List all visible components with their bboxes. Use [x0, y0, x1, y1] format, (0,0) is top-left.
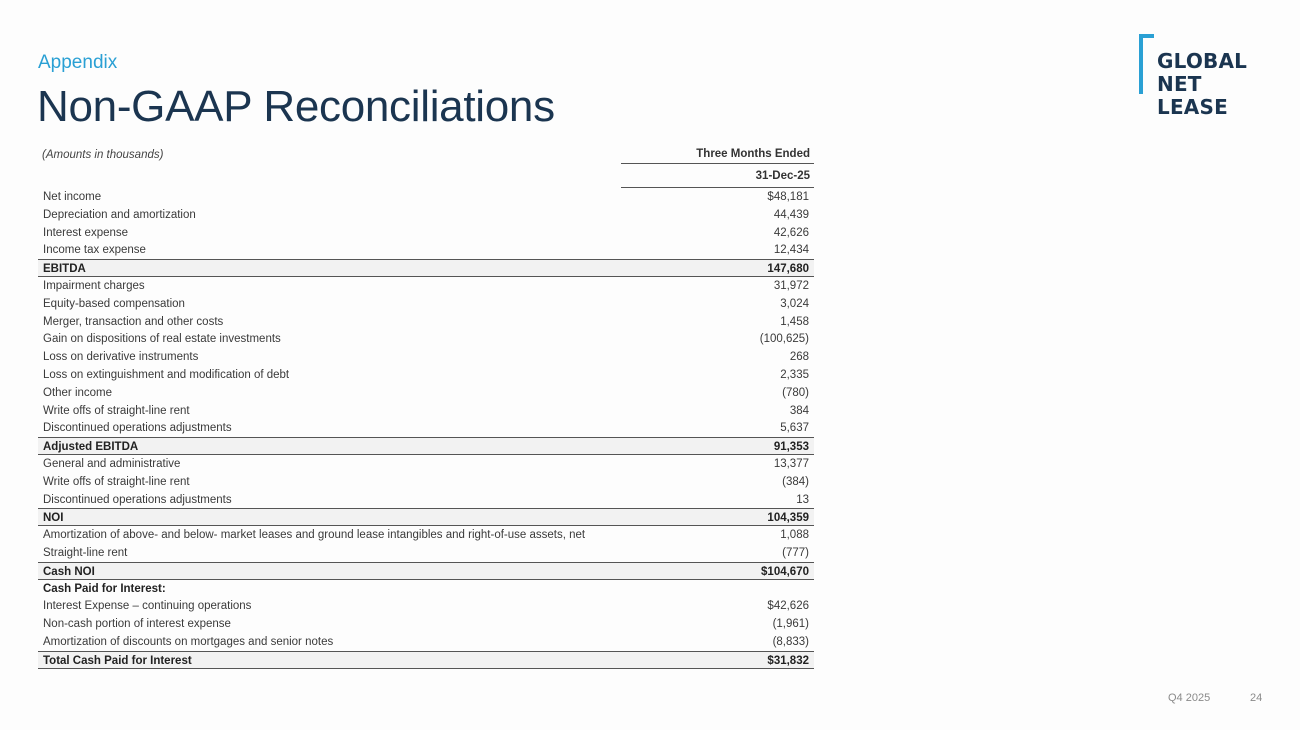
table-row — [38, 544, 814, 562]
row-label: Total Cash Paid for Interest — [43, 654, 192, 667]
row-value: $42,626 — [767, 600, 809, 613]
logo-accent-cap — [1139, 34, 1154, 38]
row-label: Discontinued operations adjustments — [43, 422, 232, 435]
row-label: Other income — [43, 386, 113, 399]
row-label: NOI — [43, 512, 64, 525]
table-row — [38, 455, 814, 473]
row-value: 2,335 — [780, 368, 809, 381]
row-label: Loss on derivative instruments — [43, 351, 199, 364]
row-value: (8,833) — [772, 635, 809, 648]
table-row — [38, 384, 814, 402]
row-label: Adjusted EBITDA — [43, 441, 139, 454]
row-label: General and administrative — [43, 457, 181, 470]
logo-line-1: GLOBAL — [1157, 49, 1248, 73]
row-label: Loss on extinguishment and modification of debt — [43, 368, 290, 381]
table-row — [38, 366, 814, 384]
table-row — [38, 473, 814, 491]
row-label: EBITDA — [43, 263, 86, 276]
row-value: 384 — [789, 404, 809, 417]
table-header — [38, 145, 814, 165]
page-number: 24 — [1250, 692, 1263, 704]
table-body — [38, 188, 814, 669]
table-row — [38, 277, 814, 295]
row-value: 91,353 — [773, 441, 809, 454]
row-label: Interest expense — [43, 226, 129, 239]
table-row — [38, 224, 814, 242]
row-label: Impairment charges — [43, 279, 145, 292]
table-row — [38, 402, 814, 420]
row-label: Straight-line rent — [43, 546, 128, 559]
row-value: 1,088 — [780, 529, 809, 542]
reconciliation-table — [38, 145, 814, 667]
row-label: Amortization of discounts on mortgages and senior notes — [43, 635, 334, 648]
row-value: 1,458 — [780, 315, 809, 328]
row-value: $31,832 — [767, 654, 809, 667]
row-value: 44,439 — [773, 208, 809, 221]
company-logo — [1139, 34, 1269, 124]
table-row — [38, 348, 814, 366]
table-row — [38, 526, 814, 544]
row-label: Cash NOI — [43, 565, 95, 578]
row-label: Depreciation and amortization — [43, 208, 196, 221]
logo-line-3: LEASE — [1157, 95, 1228, 119]
row-value: 3,024 — [780, 297, 809, 310]
logo-line-2: NET — [1157, 72, 1202, 96]
section-eyebrow: Appendix — [38, 52, 118, 73]
table-row — [38, 419, 814, 437]
row-value: 13 — [796, 493, 809, 506]
table-row — [38, 295, 814, 313]
logo-accent-bar — [1139, 34, 1143, 94]
row-label: Write offs of straight-line rent — [43, 475, 190, 488]
table-row — [38, 313, 814, 331]
row-label: Gain on dispositions of real estate investments — [43, 333, 281, 346]
header-rule-top — [621, 163, 814, 164]
row-label: Interest Expense – continuing operations — [43, 600, 252, 613]
row-value: 5,637 — [780, 422, 809, 435]
units-note: (Amounts in thousands) — [42, 149, 164, 161]
row-label: Merger, transaction and other costs — [43, 315, 224, 328]
table-total-row — [38, 259, 814, 277]
row-label: Equity-based compensation — [43, 297, 185, 310]
row-value: (777) — [782, 546, 809, 559]
row-label: Income tax expense — [43, 244, 146, 257]
table-total-row — [38, 508, 814, 526]
row-value: (1,961) — [772, 618, 809, 631]
table-row — [38, 633, 814, 651]
row-value: $48,181 — [767, 191, 809, 203]
row-value: 104,359 — [767, 512, 809, 525]
row-value: (100,625) — [759, 333, 809, 346]
footer-period: Q4 2025 — [1168, 692, 1211, 704]
row-value: 13,377 — [773, 457, 809, 470]
row-label: Discontinued operations adjustments — [43, 493, 232, 506]
table-row — [38, 206, 814, 224]
table-row — [38, 330, 814, 348]
row-value: $104,670 — [761, 565, 809, 578]
row-value: (780) — [782, 386, 809, 399]
row-value: 147,680 — [767, 263, 809, 276]
row-value: 42,626 — [773, 226, 809, 239]
row-label: Cash Paid for Interest: — [43, 582, 166, 595]
table-section-row — [38, 580, 814, 598]
date-header: 31-Dec-25 — [755, 170, 810, 182]
page-title: Non-GAAP Reconciliations — [37, 82, 555, 131]
table-total-row — [38, 437, 814, 455]
table-row — [38, 188, 814, 206]
logo-wordmark — [1157, 50, 1247, 119]
table-row — [38, 615, 814, 633]
table-total-row — [38, 651, 814, 669]
table-row — [38, 491, 814, 509]
row-label: Amortization of above- and below- market leases and ground lease intangibles and right-of-use assets, net — [43, 529, 586, 542]
period-header: Three Months Ended — [696, 148, 810, 160]
row-value: (384) — [782, 475, 809, 488]
table-row — [38, 241, 814, 259]
table-row — [38, 597, 814, 615]
table-total-row — [38, 562, 814, 580]
row-label: Non-cash portion of interest expense — [43, 618, 231, 631]
row-label: Net income — [43, 191, 102, 203]
row-label: Write offs of straight-line rent — [43, 404, 190, 417]
row-value: 268 — [789, 351, 809, 364]
row-value: 31,972 — [773, 279, 809, 292]
row-value: 12,434 — [773, 244, 809, 257]
